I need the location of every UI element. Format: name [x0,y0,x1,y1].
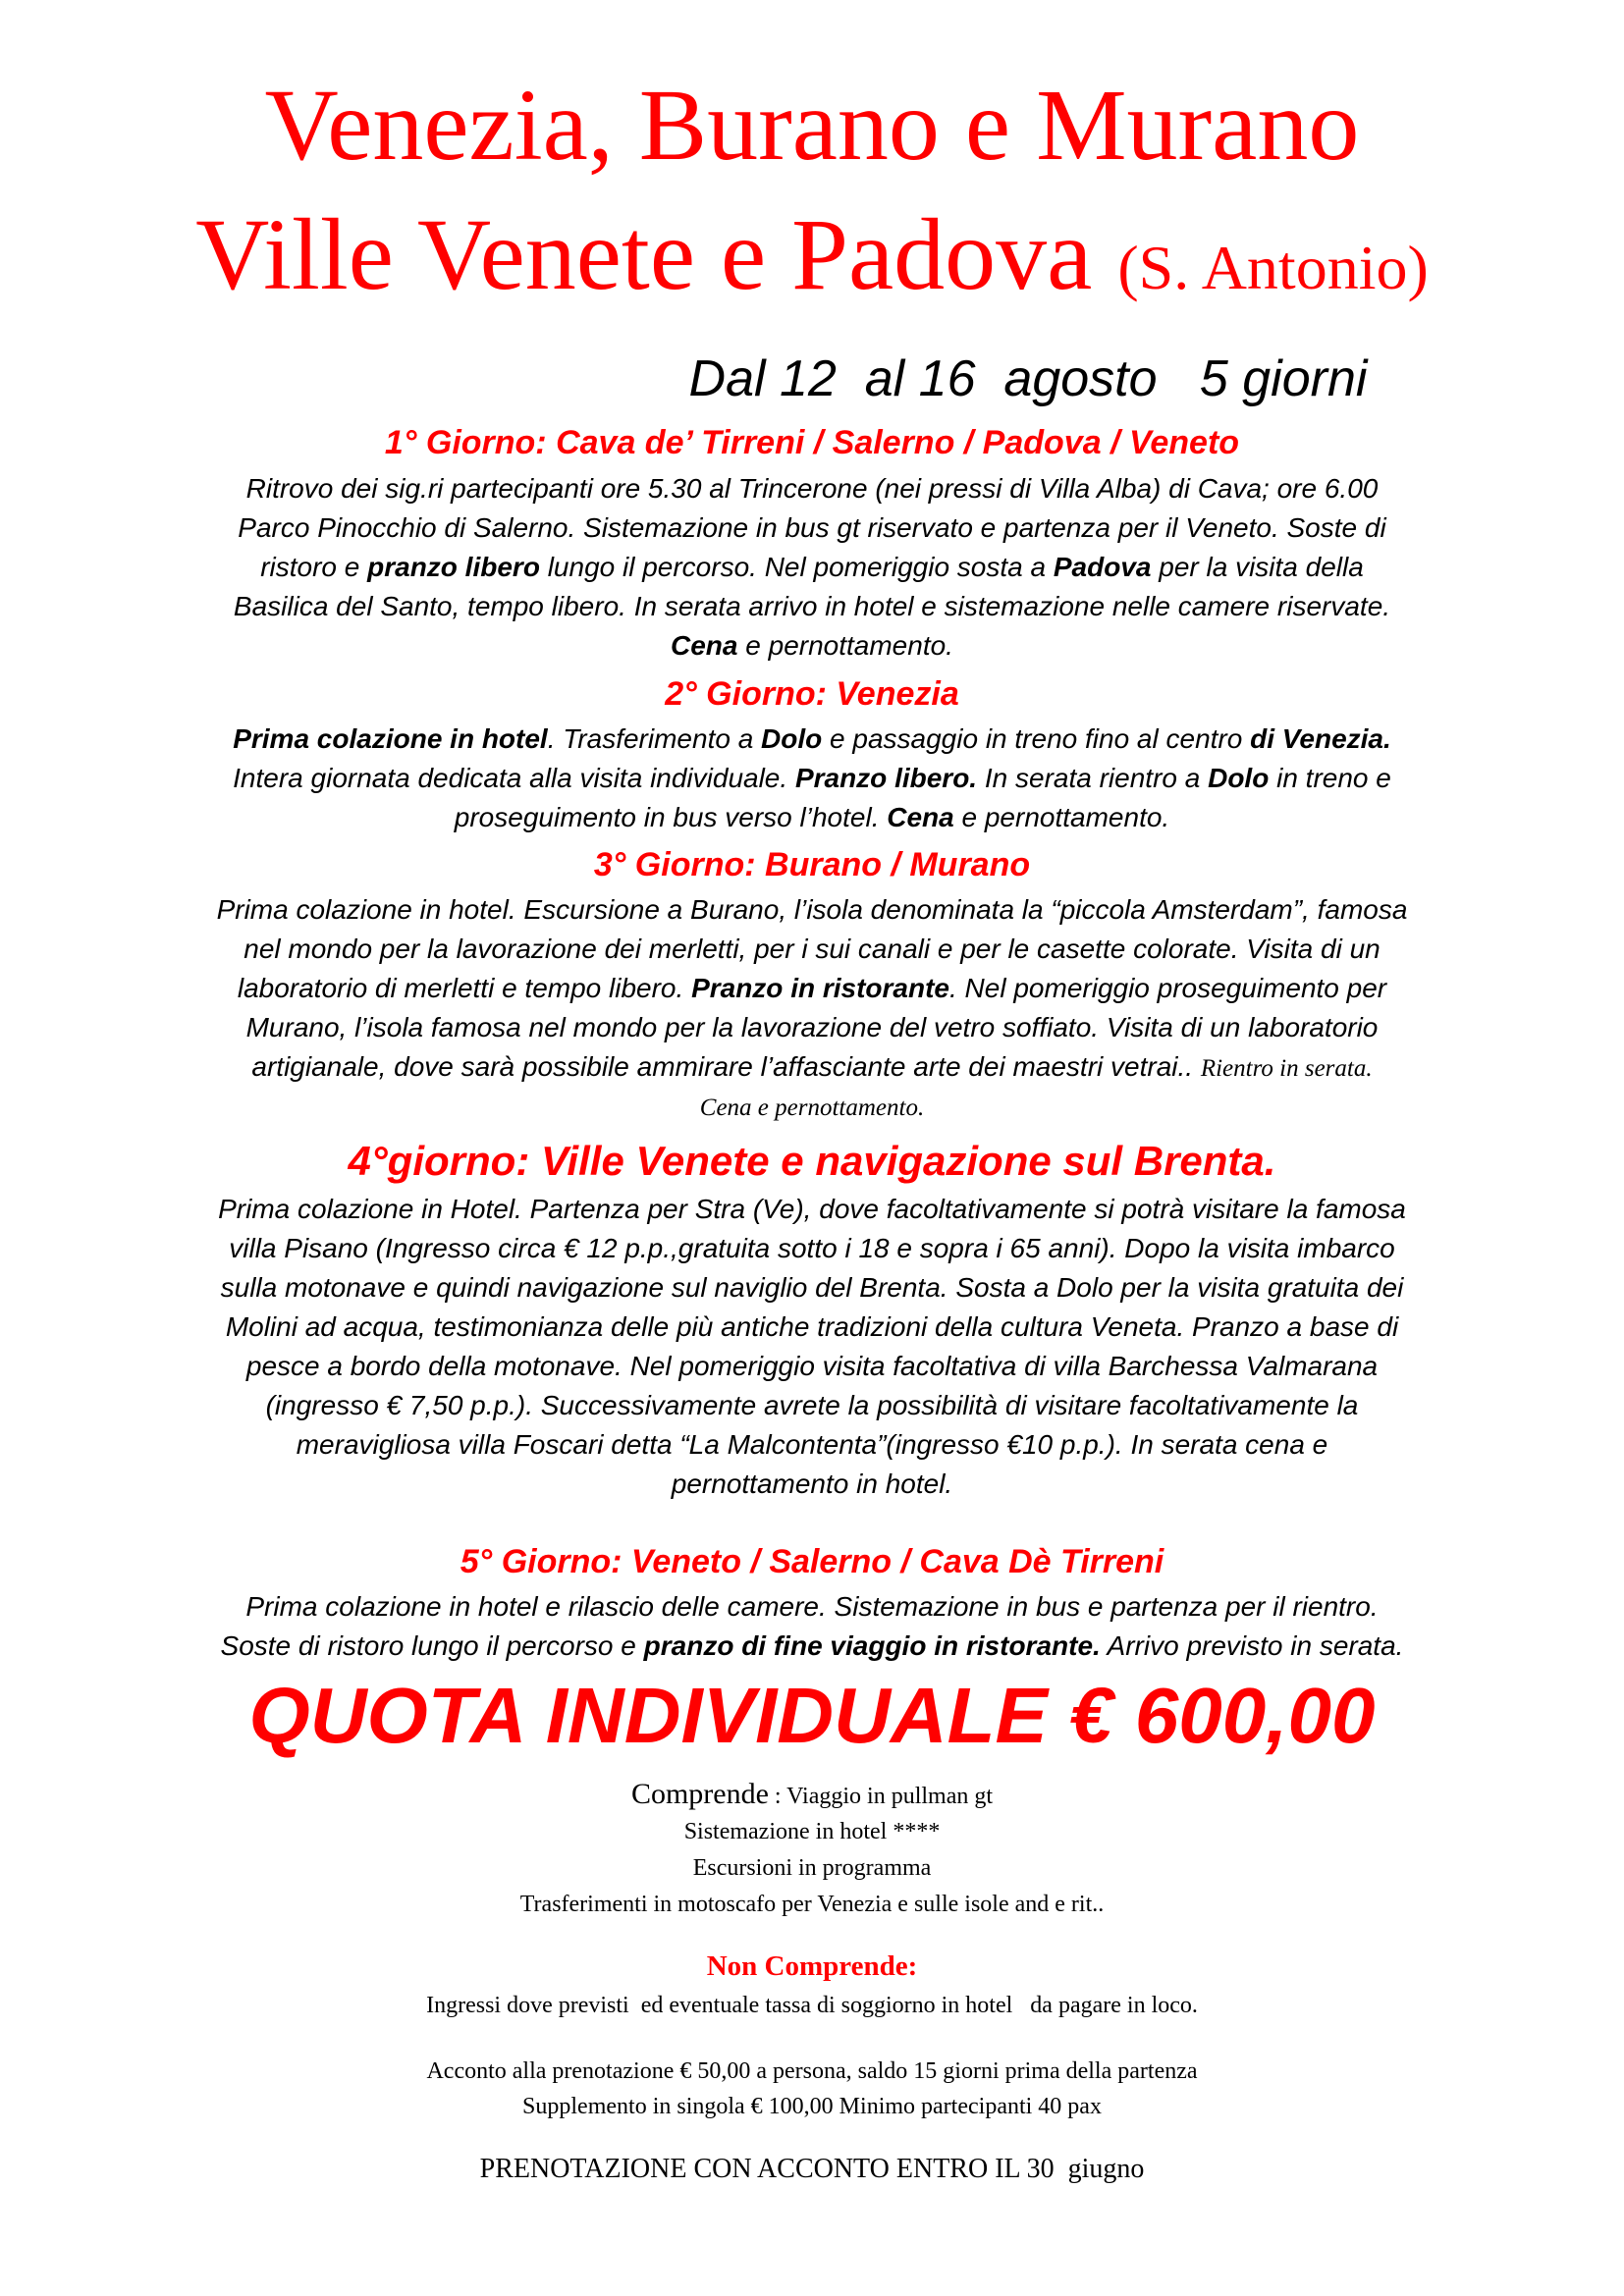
bold-span: Pranzo in ristorante [691,973,949,1003]
day-1-line [147,626,1477,666]
day-2-line [147,720,1477,759]
day-3-line [147,1047,1477,1089]
bold-span: Cena [887,802,954,832]
non-comprende-heading: Non Comprende: [706,1950,918,1982]
title-line-2-sub: (S. Antonio) [1117,233,1429,302]
text-span: lungo il percorso. Nel pomeriggio sosta a [539,552,1054,582]
comprende-label: Comprende [630,1778,769,1810]
day-4-line: villa Pisano (Ingresso circa € 12 p.p.,gratuita sotto i 18 e sopra i 65 anni). Dopo la visita imbarco [229,1233,1395,1263]
day-4-line: Prima colazione in Hotel. Partenza per Stra (Ve), dove facoltativamente si potrà visitare la famosa [218,1194,1406,1224]
bold-span: Prima colazione in hotel [233,723,548,754]
text-span: In serata rientro a [977,763,1209,793]
comprende-item: Sistemazione in hotel **** [683,1819,941,1844]
day-5-description [147,1587,1477,1666]
day-1-line: Parco Pinocchio di Salerno. Sistemazione in bus gt riservato e partenza per il Veneto. Soste di [238,512,1386,543]
day-5-line: Prima colazione in hotel e rilascio delle camere. Sistemazione in bus e partenza per il rientro. [245,1591,1379,1622]
text-span: e pernottamento. [737,630,953,661]
day-1-line [147,548,1477,587]
text-span: Soste di ristoro lungo il percorso e [220,1630,644,1661]
day-4-line: pesce a bordo della motonave. Nel pomeriggio visita facoltativa di villa Barchessa Valmarana [245,1351,1379,1381]
day-3-line: Murano, l’isola famosa nel mondo per la lavorazione del vetro soffiato. Visita di un laboratorio [245,1012,1379,1042]
text-span: e pernottamento. [953,802,1170,832]
text-span: proseguimento in bus verso l’hotel. [454,802,888,832]
prenotazione-note: PRENOTAZIONE CON ACCONTO ENTRO IL 30 giugno [479,2154,1145,2184]
text-span: ristoro e [260,552,368,582]
comprende-item: : Viaggio in pullman gt [774,1784,994,1809]
day-4-line: Molini ad acqua, testimonianza delle più antiche tradizioni della cultura Veneta. Pranzo a base di [225,1311,1399,1342]
day-3-line: Cena e pernottamento. [699,1095,925,1121]
price-quota: QUOTA INDIVIDUALE € 600,00 [248,1672,1376,1759]
supplemento-note: Supplemento in singola € 100,00 Minimo partecipanti 40 pax [522,2094,1102,2119]
title-line-2-main: Ville Venete e Padova [195,198,1118,311]
text-span: artigianale, dove sarà possibile ammirare l’affasciante arte dei maestri vetrai.. [251,1051,1201,1082]
comprende-item: Trasferimenti in motoscafo per Venezia e sulle isole and e rit.. [519,1892,1105,1917]
text-span: . Nel pomeriggio proseguimento per [949,973,1387,1003]
day-3-line [147,969,1477,1008]
text-span: . Trasferimento a [547,723,762,754]
day-4-line: pernottamento in hotel. [671,1468,953,1499]
bold-span: di Venezia. [1250,723,1391,754]
bold-span: Pranzo libero. [794,763,978,793]
day-1-line: Basilica del Santo, tempo libero. In serata arrivo in hotel e sistemazione nelle camere riservate. [233,591,1391,621]
day-4-heading: 4°giorno: Ville Venete e navigazione sul Brenta. [348,1138,1276,1184]
bold-span: Dolo [761,723,823,754]
day-4-line: (ingresso € 7,50 p.p.). Successivamente avrete la possibilità di visitare facoltativamente la [265,1390,1359,1420]
comprende-item: Escursioni in programma [692,1855,932,1881]
acconto-note: Acconto alla prenotazione € 50,00 a persona, saldo 15 giorni prima della partenza [426,2058,1198,2084]
day-2-line [147,798,1477,837]
text-span: Arrivo previsto in serata. [1100,1630,1404,1661]
text-span: in treno e [1269,763,1391,793]
bold-span: pranzo di fine viaggio in ristorante. [643,1630,1101,1661]
title-line-1: Venezia, Burano e Murano [264,69,1360,182]
day-5-heading: 5° Giorno: Veneto / Salerno / Cava Dè Tirreni [460,1543,1164,1580]
day-1-heading: 1° Giorno: Cava de’ Tirreni / Salerno / Padova / Veneto [384,424,1240,461]
text-span: per la visita della [1151,552,1364,582]
day-1-description [147,469,1477,666]
day-1-line: Ritrovo dei sig.ri partecipanti ore 5.30 al Trincerone (nei pressi di Villa Alba) di Cava; ore 6.00 [245,473,1379,504]
bold-span: Cena [671,630,738,661]
day-3-line: nel mondo per la lavorazione dei merletti, per i sui canali e per le casette colorate. Visita di un [244,934,1380,964]
trip-dates-text: Dal 12 al 16 agosto 5 giorni [688,350,1368,407]
title-line-2 [0,196,1624,327]
bold-span: pranzo libero [367,552,540,582]
text-span: laboratorio di merletti e tempo libero. [237,973,692,1003]
comprende-line [0,1777,1624,1814]
text-span: Intera giornata dedicata alla visita individuale. [233,763,795,793]
text-span: e passaggio in treno fino al centro [822,723,1251,754]
bold-span: Dolo [1208,763,1270,793]
non-comprende-text: Ingressi dove previsti ed eventuale tassa di soggiorno in hotel da pagare in loco. [426,1993,1198,2018]
day-4-line: meravigliosa villa Foscari detta “La Malcontenta”(ingresso €10 p.p.). In serata cena e [296,1429,1328,1460]
day-2-heading: 2° Giorno: Venezia [665,675,959,713]
roman-span: Rientro in serata. [1200,1055,1373,1082]
day-5-line [147,1627,1477,1666]
day-2-line [147,759,1477,798]
day-3-description [147,890,1477,1128]
day-3-heading: 3° Giorno: Burano / Murano [593,846,1031,883]
day-4-description [147,1190,1477,1504]
day-3-line: Prima colazione in hotel. Escursione a Burano, l’isola denominata la “piccola Amsterdam”, famosa [216,894,1408,925]
day-4-line: sulla motonave e quindi navigazione sul naviglio del Brenta. Sosta a Dolo per la visita gratuita dei [220,1272,1404,1303]
trip-dates [216,348,1624,409]
day-2-description [147,720,1477,837]
bold-span: Padova [1053,552,1152,582]
